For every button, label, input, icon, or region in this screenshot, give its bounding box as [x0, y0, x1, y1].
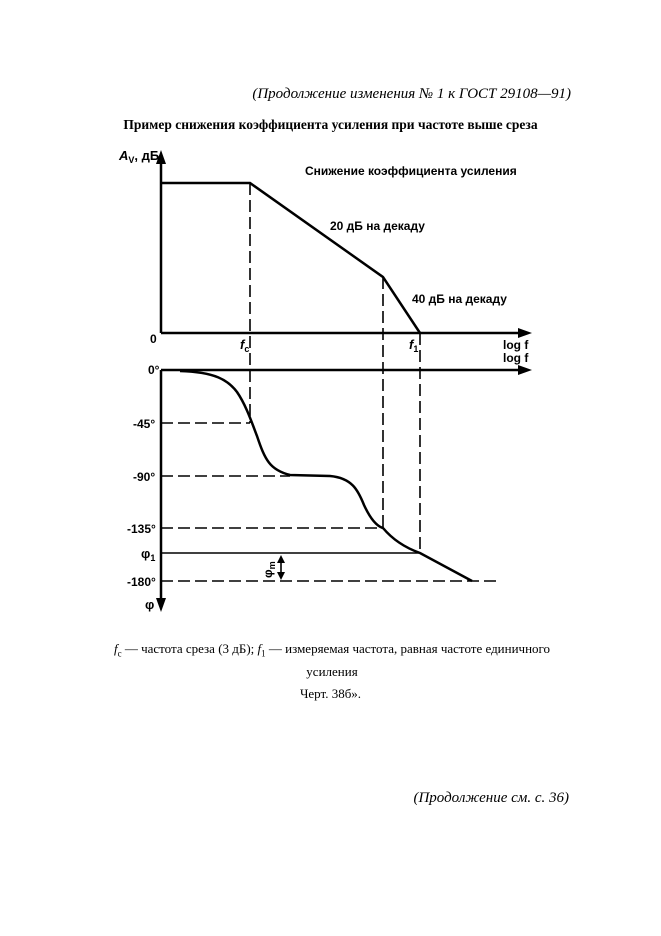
figure-number: Черт. 38б». — [299, 686, 362, 701]
slope2-label: 40 дБ на декаду — [412, 292, 507, 306]
legend-f1-subscript: 1 — [261, 648, 266, 659]
phase-x-axis-label: log f — [503, 351, 529, 365]
fc-label: $f_c$ — [240, 337, 250, 354]
gain-annotation-title: Снижение коэффициента усиления — [305, 164, 517, 178]
gain-curve — [161, 183, 420, 333]
slope1-label: 20 дБ на декаду — [330, 219, 425, 233]
gain-x-axis-label: log f — [503, 338, 529, 352]
phase-tick-90: -90° — [133, 470, 156, 484]
phase-tick-45: -45° — [133, 417, 156, 431]
gain-origin-label: 0 — [150, 332, 157, 346]
gain-y-axis-label: $A_V$, дБ — [119, 148, 160, 165]
phase-plot — [127, 183, 532, 612]
footer-continuation-note: (Продолжение см. с. 36) — [413, 790, 569, 806]
phase-x-axis-arrow — [518, 365, 532, 375]
legend-fc-symbol: f — [113, 641, 118, 656]
gain-x-axis-arrow — [518, 328, 532, 338]
figure-title: Пример снижения коэффициента усиления при частоте выше среза — [123, 117, 538, 132]
legend-text-2: — измеряемая частота, равная частоте единичного усиления — [265, 641, 551, 679]
header-continuation-note: (Продолжение изменения № 1 к ГОСТ 29108—91) — [252, 86, 571, 102]
phase-y-axis-label: φ — [145, 597, 155, 612]
gain-plot — [118, 148, 532, 354]
phase-margin-arrow-up — [277, 555, 285, 563]
phase-margin-arrow-down — [277, 572, 285, 580]
legend-text-1: — частота среза (3 дБ); — [121, 641, 258, 656]
phase-margin-label: $\varphi_m$ — [261, 561, 277, 578]
phase-y-axis-arrow — [156, 598, 166, 612]
legend-fc-subscript: c — [117, 648, 122, 659]
phase-tick-135: -135° — [127, 522, 156, 536]
f1-label: $f_1$ — [409, 337, 419, 354]
phase-tick-180: -180° — [127, 575, 156, 589]
figure-legend — [97, 640, 567, 680]
phase-tick-0: 0° — [148, 363, 160, 377]
legend-f1-symbol: f — [257, 641, 262, 656]
phase-tick-phi1: $\varphi_1$ — [141, 546, 156, 563]
